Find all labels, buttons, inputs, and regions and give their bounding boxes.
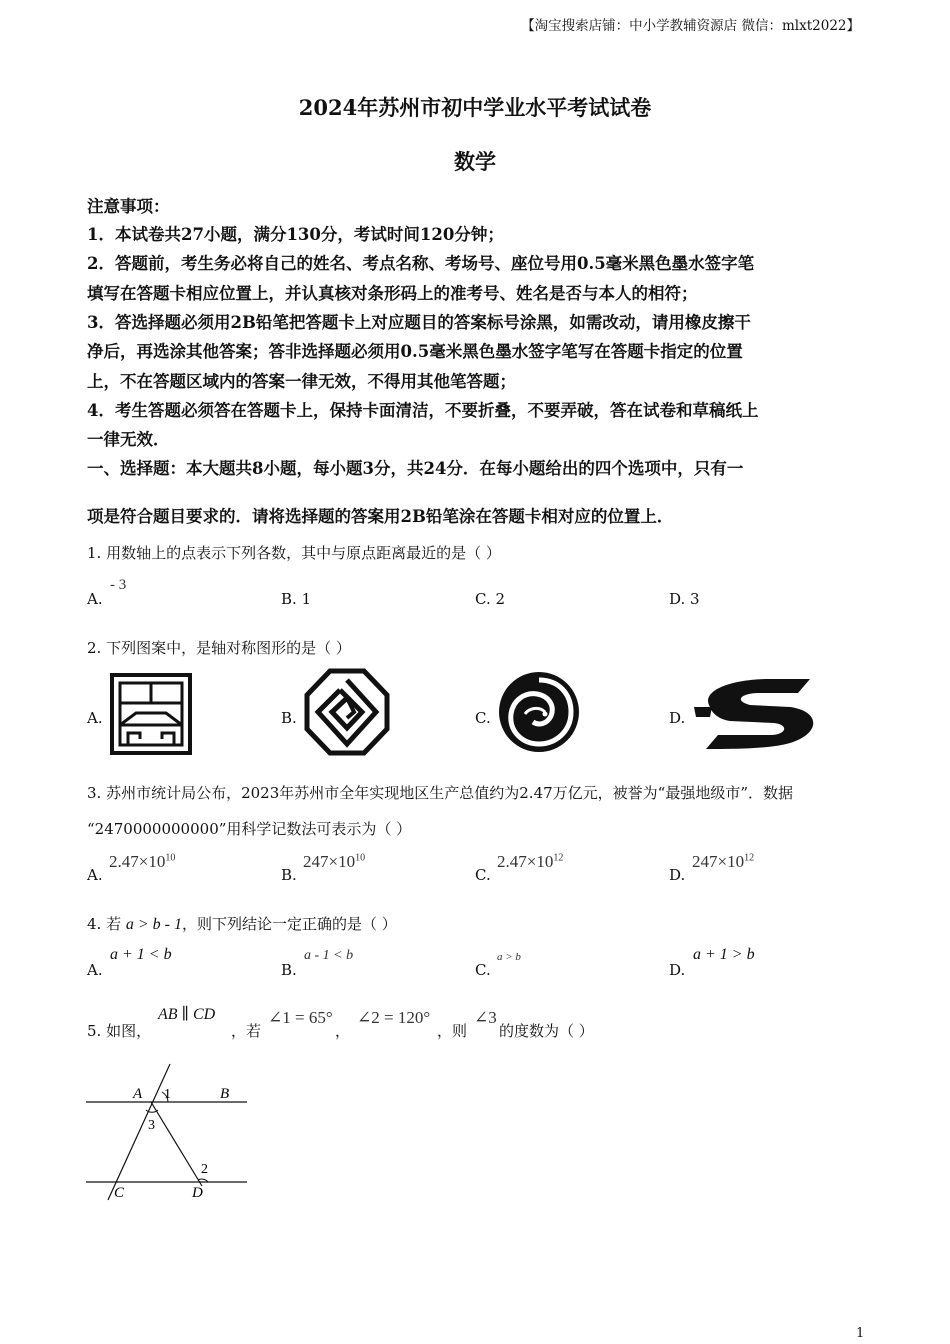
notice-line: 2．答题前，考生务必将自己的姓名、考点名称、考场号、座位号用0.5毫米黑色墨水签字笔 xyxy=(87,254,755,273)
pattern-a-square-symbol xyxy=(110,673,192,755)
q3-option-b-label: B. xyxy=(281,866,297,884)
fig-label-d: D xyxy=(192,1185,203,1201)
q4-condition: a > b - 1 xyxy=(125,916,182,933)
notice-line: 填写在答题卡相应位置上，并认真核对条形码上的准考号、姓名是否与本人的相符； xyxy=(87,284,698,303)
question-1-stem: 1. 用数轴上的点表示下列各数，其中与原点距离最近的是（ ） xyxy=(87,544,501,562)
notice-heading: 注意事项： xyxy=(87,197,170,216)
q5-angle-2: ∠2 = 120° xyxy=(357,1008,431,1027)
q3-option-a-label: A. xyxy=(87,866,103,884)
q1-option-c: C. 2 xyxy=(475,590,506,608)
q3-option-b-value: $247\times 10^{10}$ xyxy=(303,852,366,871)
q4-option-c-value: a > b xyxy=(497,951,521,963)
q3-option-d-label: D. xyxy=(669,866,686,884)
q2-option-d-label: D. xyxy=(669,709,686,727)
q3-option-a-value: $2.47\times 10^{10}$ xyxy=(109,852,176,871)
q4-option-d-label: D. xyxy=(669,961,686,979)
q4-option-d-value: a + 1 > b xyxy=(693,946,755,963)
fig-label-c: C xyxy=(114,1185,125,1201)
q4-option-c-label: C. xyxy=(475,961,491,979)
exam-subject: 数学 xyxy=(454,149,496,174)
notice-line: 4．考生答题必须答在答题卡上，保持卡面清洁，不要折叠，不要弄破，答在试卷和草稿纸上 xyxy=(87,401,759,420)
fig-label-a: A xyxy=(133,1086,143,1102)
fig-label-2: 2 xyxy=(201,1162,208,1177)
exam-title: 2024年苏州市初中学业水平考试试卷 xyxy=(298,95,652,120)
q2-option-c-label: C. xyxy=(475,709,491,727)
q3-option-c-label: C. xyxy=(475,866,491,884)
notice-line: 上，不在答题区域内的答案一律无效，不得用其他笔答题； xyxy=(87,372,516,391)
q2-option-a-label: A. xyxy=(87,709,103,727)
fig-label-1: 1 xyxy=(164,1087,171,1102)
section-heading: 一、选择题：本大题共8小题，每小题3分，共24分．在每小题给出的四个选项中，只有一 xyxy=(87,459,744,478)
fig-label-b: B xyxy=(220,1086,230,1102)
q4-option-a-value: a + 1 < b xyxy=(110,946,172,963)
q5-text: 的度数为（ ） xyxy=(499,1022,594,1040)
question-3-stem: 3. 苏州市统计局公布，2023年苏州市全年实现地区生产总值约为2.47万亿元，被誉为“最强地级市”．数据 xyxy=(87,784,793,802)
q4-option-b-label: B. xyxy=(281,961,297,979)
question-3-stem-cont: “2470000000000”用科学记数法可表示为（ ） xyxy=(87,820,412,838)
fig-label-3: 3 xyxy=(148,1118,155,1133)
header-note: 【淘宝搜索店铺：中小学教辅资源店 微信：mlxt2022】 xyxy=(521,18,860,34)
q5-parallel: AB ∥ CD xyxy=(158,1006,216,1023)
q2-option-b-label: B. xyxy=(281,709,297,727)
pattern-b-octagon-spiral xyxy=(304,668,390,756)
q5-angle-3: ∠3 xyxy=(474,1008,497,1027)
q1-option-a: A. xyxy=(87,590,103,608)
pattern-c-swirl-circle xyxy=(495,668,583,756)
q4-option-a-label: A. xyxy=(87,961,103,979)
q1-option-b: B. 1 xyxy=(281,590,312,608)
q3-option-c-value: $2.47\times 10^{12}$ xyxy=(497,852,564,871)
page-number: 1 xyxy=(856,1326,865,1341)
question-5-prefix: 5. 如图， xyxy=(87,1022,152,1040)
q5-text: ，则 xyxy=(437,1022,468,1040)
q5-angle-1: ∠1 = 65° xyxy=(268,1008,333,1027)
q3-option-d-value: $247\times 10^{12}$ xyxy=(692,852,755,871)
question-4-stem: 4. 若 a > b - 1，则下列结论一定正确的是（ ） xyxy=(87,915,397,933)
pattern-d-stylized-s xyxy=(690,677,824,751)
q1-option-d: D. 3 xyxy=(669,590,700,608)
section-heading-cont: 项是符合题目要求的．请将选择题的答案用2B铅笔涂在答题卡相对应的位置上． xyxy=(87,507,674,526)
notice-line: 3．答选择题必须用2B铅笔把答题卡上对应题目的答案标号涂黑，如需改动，请用橡皮擦干 xyxy=(87,313,751,332)
q4-option-b-value: a - 1 < b xyxy=(304,948,354,963)
notice-line: 1．本试卷共27小题，满分130分，考试时间120分钟； xyxy=(87,225,504,244)
q5-text: ， xyxy=(335,1022,351,1040)
q5-text: ，若 xyxy=(231,1022,262,1040)
q5-geometry-figure xyxy=(84,1058,250,1204)
notice-line: 净后，再选涂其他答案；答非选择题必须用0.5毫米黑色墨水签字笔写在答题卡指定的位置 xyxy=(87,342,743,361)
notice-line: 一律无效． xyxy=(87,430,170,449)
question-2-stem: 2. 下列图案中，是轴对称图形的是（ ） xyxy=(87,639,351,657)
q1-option-a-value: - 3 xyxy=(110,577,127,593)
